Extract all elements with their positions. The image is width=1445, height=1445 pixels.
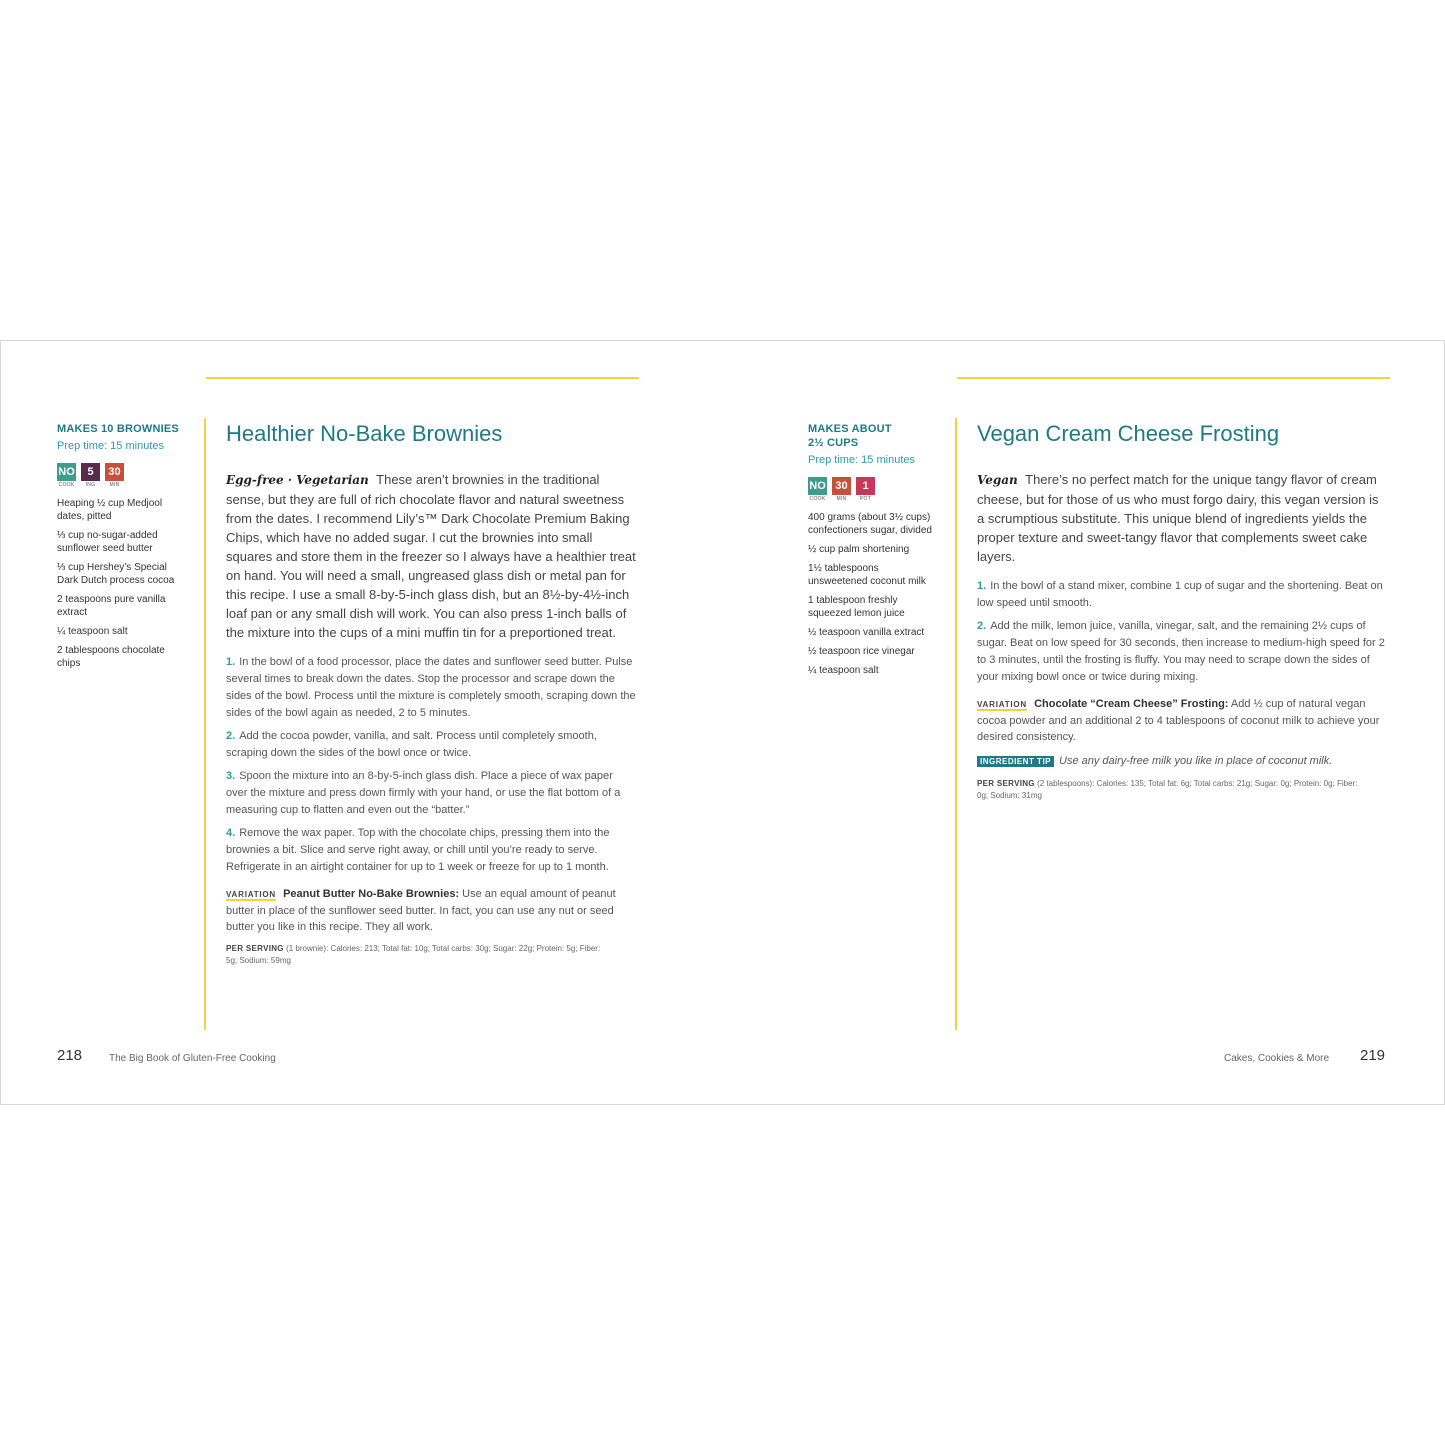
recipe-step: [226, 768, 636, 819]
tip-label: INGREDIENT TIP: [977, 756, 1054, 767]
badge-ingredients: [81, 463, 100, 488]
ingredient-tip: [977, 753, 1387, 770]
right-page: [723, 341, 1444, 1104]
diet-tag: Egg-free · Vegetarian: [226, 473, 369, 487]
badge-minutes: [832, 477, 851, 502]
running-head: Cakes, Cookies & More: [1224, 1053, 1330, 1064]
step-number: 3.: [226, 770, 236, 782]
prep-time: Prep time: 15 minutes: [808, 454, 915, 466]
variation-label: VARIATION: [226, 890, 277, 899]
ingredient-list: [57, 497, 187, 670]
recipe-step: [977, 618, 1387, 686]
ingredient-item: ¼ teaspoon salt: [808, 665, 879, 676]
step-number: 2.: [226, 730, 236, 742]
recipe-title: Vegan Cream Cheese Frosting: [977, 421, 1280, 446]
badge-caption: POT: [859, 496, 872, 502]
title-underline: [957, 377, 1390, 379]
badge-caption: MIN: [836, 496, 847, 502]
ingredient-item: 400 grams (about 3½ cups) confectioners sugar, divided: [808, 512, 932, 536]
badge-caption: ING: [85, 482, 96, 488]
ingredient-item: ⅓ cup Hershey’s Special Dark Dutch process cocoa: [57, 562, 175, 586]
recipe-intro: [977, 470, 1387, 566]
step-text: In the bowl of a food processor, place the dates and sunflower seed butter. Pulse several times to break down the dates. Stop the processor and scrape down the sides of the bowl. Process until the mixture is completely smooth, scraping down the sides of the bowl again as needed, 2 to 5 minutes.: [226, 656, 636, 719]
ingredient-item: ½ teaspoon vanilla extract: [808, 627, 925, 638]
ingredient-item: ⅓ cup no-sugar-added sunflower seed butter: [57, 530, 158, 554]
step-text: Add the milk, lemon juice, vanilla, vinegar, salt, and the remaining 2½ cups of sugar. Beat on low speed for 30 seconds, then increase to medium-high speed for 2 to 3 minutes, until the frosting is fluffy. You may need to scrape down the sides of your mixing bowl once or twice during mixing.: [977, 620, 1385, 683]
intro-text: There’s no perfect match for the unique tangy flavor of cream cheese, but for those of us who must forgo dairy, this vegan version is a scrumptious substitute. This unique blend of ingredients yields the proper texture and sweet-tangy flavor that complements sweet cake layers.: [977, 472, 1379, 564]
badge-caption: COOK: [58, 482, 75, 488]
nutrition-info: [226, 943, 611, 967]
ingredient-item: 2 tablespoons chocolate chips: [57, 645, 165, 669]
page-number: 219: [1360, 1047, 1386, 1064]
nutrition-info: [977, 778, 1362, 802]
title-underline: [206, 377, 639, 379]
ingredient-item: ½ cup palm shortening: [808, 544, 910, 555]
page-number: 218: [57, 1047, 83, 1064]
step-text: Remove the wax paper. Top with the chocolate chips, pressing them into the brownies a bit. Slice and serve right away, or chill until you’re ready to serve. Refrigerate in an airtight container for up to 1 week or freeze for up to 1 month.: [226, 827, 610, 873]
recipe-variation: [226, 886, 636, 935]
recipe-step: [226, 825, 636, 876]
variation-text: Use an equal amount of peanut butter in place of the sunflower seed butter. In fact, you can use any nut or seed butter you like in this recipe. They all work.: [226, 888, 616, 933]
running-head: The Big Book of Gluten-Free Cooking: [109, 1053, 276, 1064]
badge-value: 5: [81, 463, 100, 481]
intro-text: These aren’t brownies in the traditional sense, but they are full of rich chocolate flavor and natural sweetness from the dates. I recommend Lily’s™ Dark Chocolate Premium Baking Chips, which have no added sugar. I cut the brownies into small squares and store them in the freezer so I always have a healthier treat on hand. You will need a small, ungreased glass dish or metal pan for this recipe. I use a small 8-by-5-inch glass dish, but an 8½-by-4½-inch loaf pan or any small dish will work. You can also press 1-inch balls of the mixture into the cups of a mini muffin tin for a preportioned treat.: [226, 472, 636, 640]
diet-tag: Vegan: [977, 473, 1018, 487]
badge-one-pot: [856, 477, 875, 502]
badge-no-cook: [808, 477, 827, 502]
recipe-variation: [977, 696, 1387, 745]
badge-value: 30: [105, 463, 124, 481]
nutrition-label: PER SERVING: [226, 944, 284, 953]
ingredient-item: 2 teaspoons pure vanilla extract: [57, 594, 166, 618]
variation-text: Add ½ cup of natural vegan cocoa powder and an additional 2 to 4 tablespoons of coconut milk to achieve your desired consistency.: [977, 698, 1380, 743]
prep-time: Prep time: 15 minutes: [57, 440, 164, 452]
badge-caption: MIN: [109, 482, 120, 488]
nutrition-text: (1 brownie): Calories: 213; Total fat: 10g; Total carbs: 30g; Sugar: 22g; Protein: 5g; Fiber: 5g; Sodium: 59mg: [226, 944, 601, 965]
recipe-badges: [57, 463, 187, 488]
step-number: 1.: [226, 656, 236, 668]
step-number: 4.: [226, 827, 236, 839]
variation-label: VARIATION: [977, 700, 1028, 709]
recipe-sidebar: [57, 422, 187, 676]
ingredient-item: ¼ teaspoon salt: [57, 626, 128, 637]
badge-caption: COOK: [809, 496, 826, 502]
badge-value: 1: [856, 477, 875, 495]
recipe-body: [226, 420, 636, 975]
recipe-body: [977, 420, 1387, 810]
recipe-intro: [226, 470, 636, 642]
column-divider: [204, 418, 206, 1030]
nutrition-label: PER SERVING: [977, 779, 1035, 788]
ingredient-list: [808, 511, 933, 677]
badge-minutes: [105, 463, 124, 488]
nutrition-text: (2 tablespoons): Calories: 135; Total fat: 6g; Total carbs: 21g; Sugar: 0g; Protein: 0g; Fiber: 0g; Sodium: 31mg: [977, 779, 1358, 800]
step-text: In the bowl of a stand mixer, combine 1 cup of sugar and the shortening. Beat on low speed until smooth.: [977, 580, 1383, 609]
badge-value: 30: [832, 477, 851, 495]
recipe-badges: [808, 477, 938, 502]
ingredient-item: 1½ tablespoons unsweetened coconut milk: [808, 563, 926, 587]
yield-label: MAKES 10 BROWNIES: [57, 423, 179, 435]
step-text: Add the cocoa powder, vanilla, and salt. Process until completely smooth, scraping down the sides of the bowl once or twice.: [226, 730, 597, 759]
variation-title: Chocolate “Cream Cheese” Frosting:: [1034, 698, 1229, 710]
yield-label: MAKES ABOUT 2½ CUPS: [808, 423, 892, 449]
ingredient-item: 1 tablespoon freshly squeezed lemon juice: [808, 595, 905, 619]
step-text: Spoon the mixture into an 8-by-5-inch glass dish. Place a piece of wax paper over the mixture and press down firmly with your hand, or use the flat bottom of a measuring cup to flatten and even out the “batter.”: [226, 770, 621, 816]
recipe-sidebar: [808, 422, 938, 683]
step-number: 1.: [977, 580, 987, 592]
recipe-step: [977, 578, 1387, 612]
column-divider: [955, 418, 957, 1030]
left-page: [1, 341, 722, 1104]
ingredient-item: ½ teaspoon rice vinegar: [808, 646, 915, 657]
tip-text: Use any dairy-free milk you like in place of coconut milk.: [1059, 755, 1333, 767]
badge-value: NO: [57, 463, 76, 481]
recipe-title: Healthier No-Bake Brownies: [226, 421, 503, 446]
step-number: 2.: [977, 620, 987, 632]
variation-title: Peanut Butter No-Bake Brownies:: [283, 888, 460, 900]
book-spread: [0, 340, 1445, 1105]
badge-value: NO: [808, 477, 827, 495]
badge-no-cook: [57, 463, 76, 488]
recipe-step: [226, 728, 636, 762]
recipe-step: [226, 654, 636, 722]
ingredient-item: Heaping ½ cup Medjool dates, pitted: [57, 498, 163, 522]
